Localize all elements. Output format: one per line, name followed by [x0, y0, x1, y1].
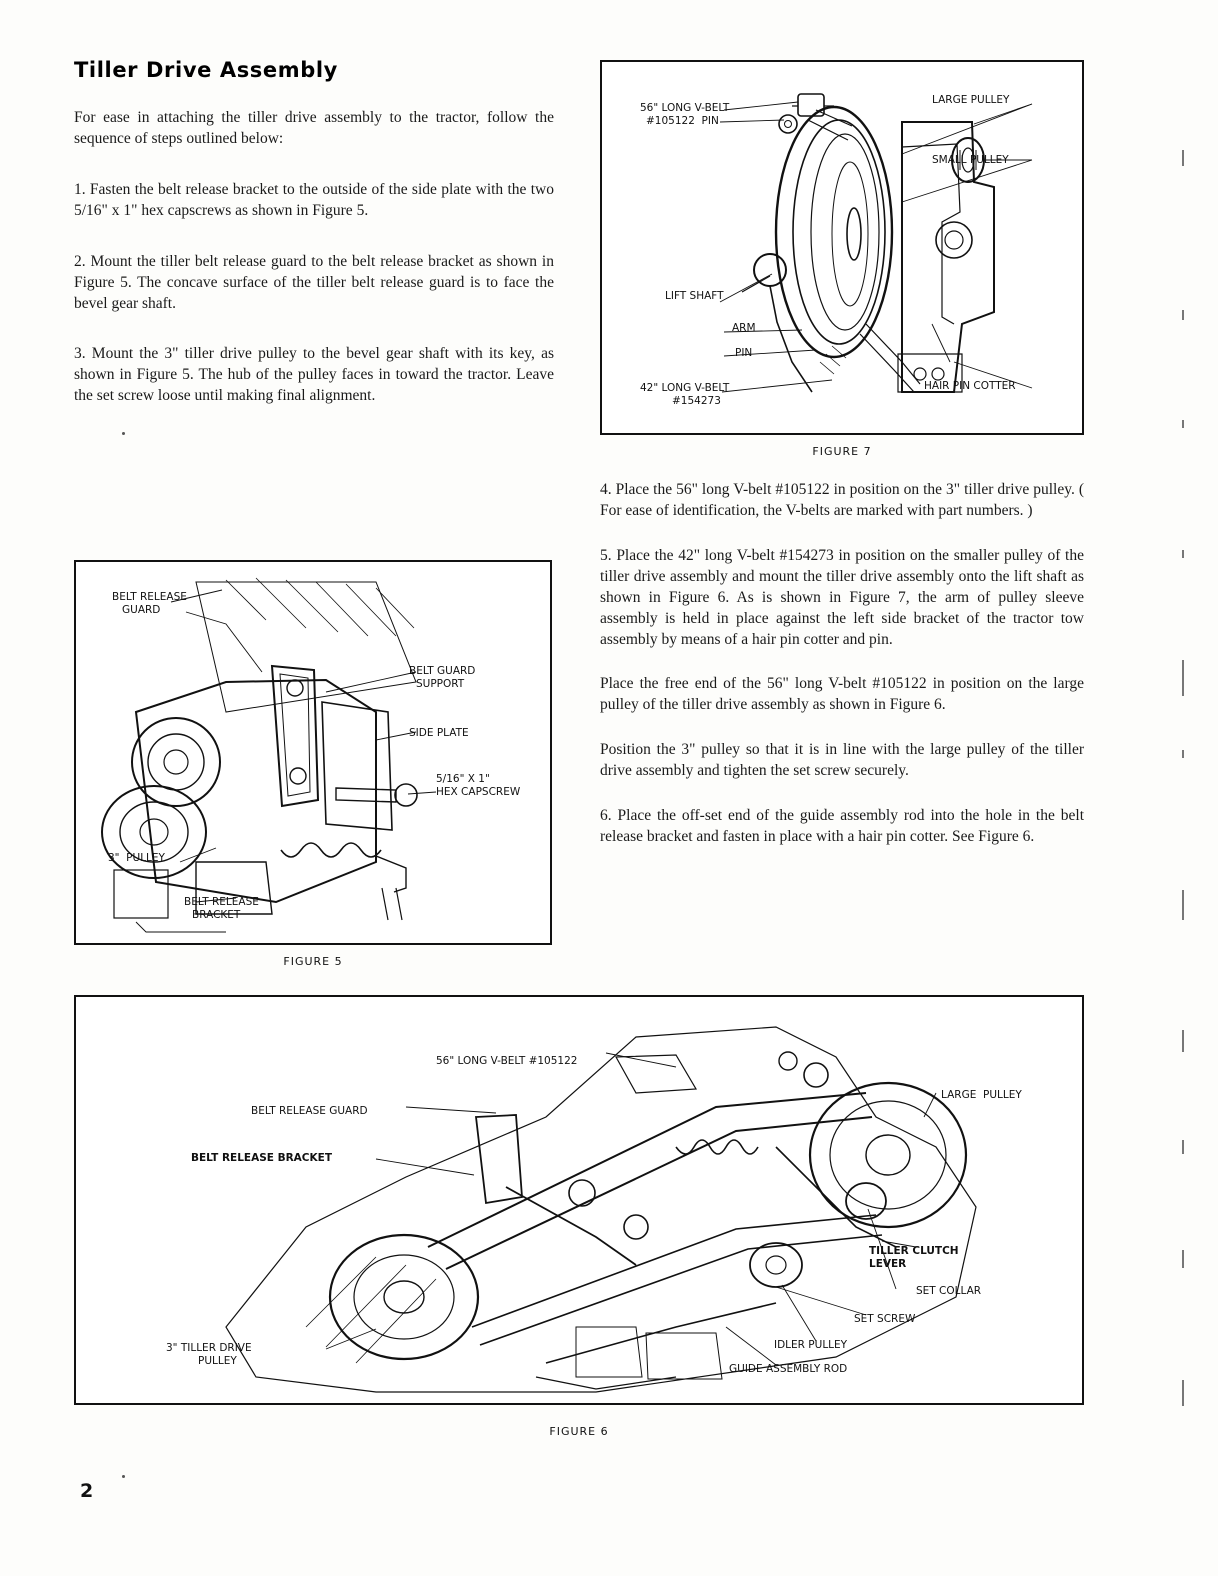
paragraph-intro: For ease in attaching the tiller drive assembly to the tractor, follow the sequence of steps outlined below:	[74, 109, 554, 147]
paragraph-position-pulley: Position the 3" pulley so that it is in line with the large pulley of the tiller drive assembly and tighten the set screw securely.	[600, 741, 1084, 780]
paragraph-step-4: 4. Place the 56" long V-belt #105122 in position on the 3" tiller drive pulley. ( For ease of identification, the V-belts are marked with part numbers. )	[600, 481, 1084, 519]
figure-7-label-hair-pin-cotter: HAIR PIN COTTER	[924, 380, 1016, 392]
figure-5-drawing	[76, 562, 550, 943]
figure-5-label-belt-release-bracket-2: BRACKET	[192, 909, 241, 921]
scan-artifact-dot	[122, 432, 125, 435]
figure-7-label-arm: ARM	[732, 322, 756, 334]
figure-6-label-tiller-drive-pulley: 3" TILLER DRIVE	[166, 1342, 252, 1354]
paragraph-step-5: 5. Place the 42" long V-belt #154273 in position on the smaller pulley of the tiller drive assembly and mount the tiller drive assembly onto the lift shaft as shown in Figure 6. As is shown in Figure 7, the arm of pulley sleeve assembly is held in place against the left side bracket of the tractor tow assembly by means of a hair pin cotter and pin.	[600, 546, 1084, 648]
figure-6-label-tiller-clutch-lever: TILLER CLUTCH	[869, 1245, 959, 1257]
paragraph-step-6: 6. Place the off-set end of the guide assembly rod into the hole in the belt release bracket and fasten in place with a hair pin cotter. See Figure 6.	[600, 807, 1084, 846]
figure-6-label-belt-release-bracket: BELT RELEASE BRACKET	[191, 1152, 332, 1164]
figure-5-image	[74, 560, 552, 945]
paragraph-step-2: 2. Mount the tiller belt release guard to the belt release bracket as shown in Figure 5. The concave surface of the tiller belt release guard is to face the bevel gear shaft.	[74, 252, 554, 312]
figure-6-label-tiller-clutch-lever-2: LEVER	[869, 1258, 907, 1270]
figure-6-caption: FIGURE 6	[549, 1425, 609, 1438]
figure-5-label-capscrew: HEX CAPSCREW	[436, 786, 521, 798]
figure-5-label-capscrew-size: 5/16" X 1"	[436, 773, 490, 785]
figure-6-label-belt-release-guard: BELT RELEASE GUARD	[251, 1105, 368, 1117]
paragraph-step-1: 1. Fasten the belt release bracket to the outside of the side plate with the two 5/16" x 1" hex capscrews as shown in Figure 5.	[74, 180, 554, 219]
scan-artifact-dot	[122, 1475, 125, 1478]
figure-6-label-belt56: 56" LONG V-BELT #105122	[436, 1055, 578, 1067]
figure-5-label-side-plate: SIDE PLATE	[409, 727, 469, 739]
figure-5-label-3in-pulley: 3" PULLEY	[108, 852, 165, 864]
figure-7-label-belt56-part: #105122 PIN	[646, 115, 719, 127]
page-title: Tiller Drive Assembly	[74, 58, 338, 82]
scan-artifact-ticks	[1178, 130, 1190, 1460]
page-number: 2	[80, 1480, 94, 1502]
figure-5-label-belt-release-bracket: BELT RELEASE	[184, 896, 259, 908]
figure-6-label-idler-pulley: IDLER PULLEY	[774, 1339, 848, 1351]
right-text-column	[600, 480, 1084, 872]
figure-7-caption: FIGURE 7	[812, 445, 872, 458]
figure-7-label-large-pulley: LARGE PULLEY	[932, 94, 1010, 106]
figure-5-label-belt-guard-support: BELT GUARD	[409, 665, 476, 677]
figure-6-label-set-screw: SET SCREW	[854, 1313, 916, 1325]
figure-6-image	[74, 995, 1084, 1405]
figure-7-image	[600, 60, 1084, 435]
figure-6-label-set-collar: SET COLLAR	[916, 1285, 982, 1297]
figure-6-label-guide-assembly-rod: GUIDE ASSEMBLY ROD	[729, 1363, 848, 1375]
figure-5-label-belt-release-guard-2: GUARD	[122, 604, 161, 616]
figure-5-label-belt-guard-support-2: SUPPORT	[416, 678, 465, 690]
figure-6-label-tiller-drive-pulley-2: PULLEY	[198, 1355, 237, 1367]
figure-5-label-belt-release-guard: BELT RELEASE	[112, 591, 187, 603]
figure-5-caption: FIGURE 5	[283, 955, 343, 968]
paragraph-free-end: Place the free end of the 56" long V-belt #105122 in position on the large pulley of the tiller drive assembly as shown in Figure 6.	[600, 675, 1084, 714]
figure-6-label-large-pulley: LARGE PULLEY	[941, 1089, 1022, 1101]
figure-7-label-lift-shaft: LIFT SHAFT	[665, 290, 724, 302]
figure-7-label-belt56: 56" LONG V-BELT	[640, 102, 730, 114]
figure-7-label-pin: PIN	[735, 347, 753, 359]
left-text-column	[74, 58, 554, 433]
figure-7-label-small-pulley: SMALL PULLEY	[932, 154, 1009, 166]
figure-7-label-belt42: 42" LONG V-BELT	[640, 382, 730, 394]
paragraph-step-3: 3. Mount the 3" tiller drive pulley to the bevel gear shaft with its key, as shown in Figure 5. The hub of the pulley faces in toward the tractor. Leave the set screw loose until making final alignment.	[74, 345, 554, 405]
figure-7-label-belt42-part: #154273	[672, 395, 721, 407]
